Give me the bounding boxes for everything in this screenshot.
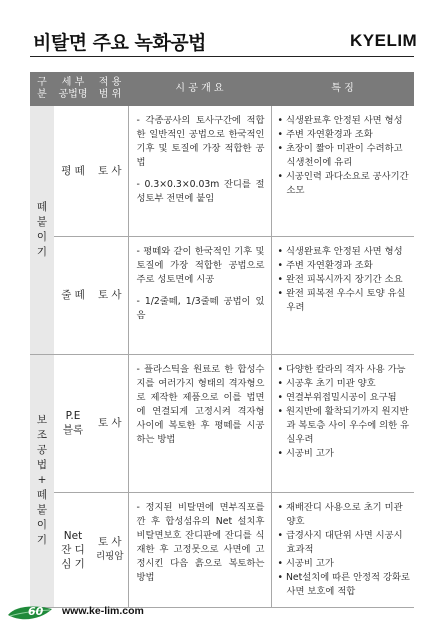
- features-cell: [271, 492, 414, 607]
- header-features: 특 징: [271, 72, 414, 106]
- list-item: • 식생완료후 안정된 사면 형성: [277, 245, 403, 257]
- list-item: • 시공비 고가: [277, 447, 334, 459]
- list-item: • 주변 자연환경과 조화: [277, 129, 373, 140]
- company-logo: KYELIM: [350, 31, 418, 50]
- overview-cell: - 평떼와 같이 한국적인 기후 및 토질에 가장 적합한 공법으로 주로 성토면에 시공 - 1/2줄떼, 1/3줄떼 공법이 있음: [128, 236, 271, 354]
- features-cell: [271, 354, 414, 492]
- overview-cell: - 플라스틱을 원료로 한 합성수지를 여러가지 형태의 격자형으로 제작한 제품으로 이를 법면에 연결되게 고정시켜 격자형 사이에 복토한 후 평떼를 시공하는 방법: [128, 354, 271, 492]
- list-item: • 다양한 칼라의 격자 사용 가능: [277, 363, 406, 375]
- list-item: • 시공비 고가: [277, 557, 334, 569]
- header-method: 세 부 공법명: [54, 72, 92, 106]
- list-item: • 초장이 짧아 미관이 수려하고 식생천이에 유리: [277, 143, 403, 168]
- method-table: [30, 72, 414, 608]
- list-item: • 원지반에 활착되기까지 원지반과 복토층 사이 우수에 의한 유실우려: [277, 405, 410, 445]
- list-item: • 식생완료후 안정된 사면 형성: [277, 115, 403, 126]
- list-item: • 완전 피복전 우수시 토양 유실 우려: [277, 287, 406, 313]
- page-number: 60: [28, 605, 44, 618]
- scope-cell: 토 사 리핑암: [92, 492, 128, 607]
- method-name: 평 떼: [54, 106, 92, 236]
- header-group: 구 분: [30, 72, 54, 106]
- table-row: [30, 492, 414, 607]
- table-header-row: [30, 72, 414, 106]
- header-scope: 적 용 범 위: [92, 72, 128, 106]
- title-divider: [30, 56, 414, 57]
- list-item: • 급경사지 대단위 사면 시공시 효과적: [277, 529, 403, 555]
- website-url[interactable]: www.ke-lim.com: [62, 605, 144, 617]
- method-name: 줄 떼: [54, 236, 92, 354]
- list-item: • 시공후 초기 미관 양호: [277, 377, 376, 389]
- group-label: 보 조 공 법 + 떼 붙 이 기: [30, 354, 54, 607]
- method-name: Net 잔 디 심 기: [54, 492, 92, 607]
- scope-cell: 토 사: [92, 354, 128, 492]
- features-cell: [271, 236, 414, 354]
- list-item: • 완전 피복시까지 장기간 소요: [277, 273, 403, 285]
- table-row: [30, 354, 414, 492]
- header-overview: 시 공 개 요: [128, 72, 271, 106]
- table-row: [30, 236, 414, 354]
- table-row: [30, 106, 414, 236]
- list-item: • 연결부위접밀시공이 요구됨: [277, 391, 397, 403]
- group-label: 떼 붙 이 기: [30, 106, 54, 354]
- scope-cell: 토 사: [92, 106, 128, 236]
- page-number-badge: [6, 603, 54, 623]
- list-item: • 재배잔디 사용으로 초기 미관 양호: [277, 501, 403, 527]
- scope-cell: 토 사: [92, 236, 128, 354]
- list-item: • Net설치에 따른 안정적 강화로 사면 보호에 적합: [277, 571, 410, 597]
- page-title: 비탈면 주요 녹화공법: [33, 32, 206, 54]
- method-name: P.E 블록: [54, 354, 92, 492]
- list-item: • 주변 자연환경과 조화: [277, 259, 373, 271]
- overview-cell: - 각종공사의 토사구간에 적합한 일반적인 공법으로 한국적인 기후 및 토질에 가장 적합한 공법 - 0.3×0.3×0.03m 잔디를 절성토부 전면에 붙임: [128, 106, 271, 236]
- overview-cell: - 정지된 비탈면에 면부직포를 깐 후 합성섬유의 Net 설치후 비탈면보호 잔디판에 잔디를 식재한 후 고정못으로 사면에 고정시킨 다음 흙으로 복토하는 방법: [128, 492, 271, 607]
- list-item: • 시공인력 과다소요로 공사기간 소모: [277, 171, 409, 196]
- features-cell: [271, 106, 414, 236]
